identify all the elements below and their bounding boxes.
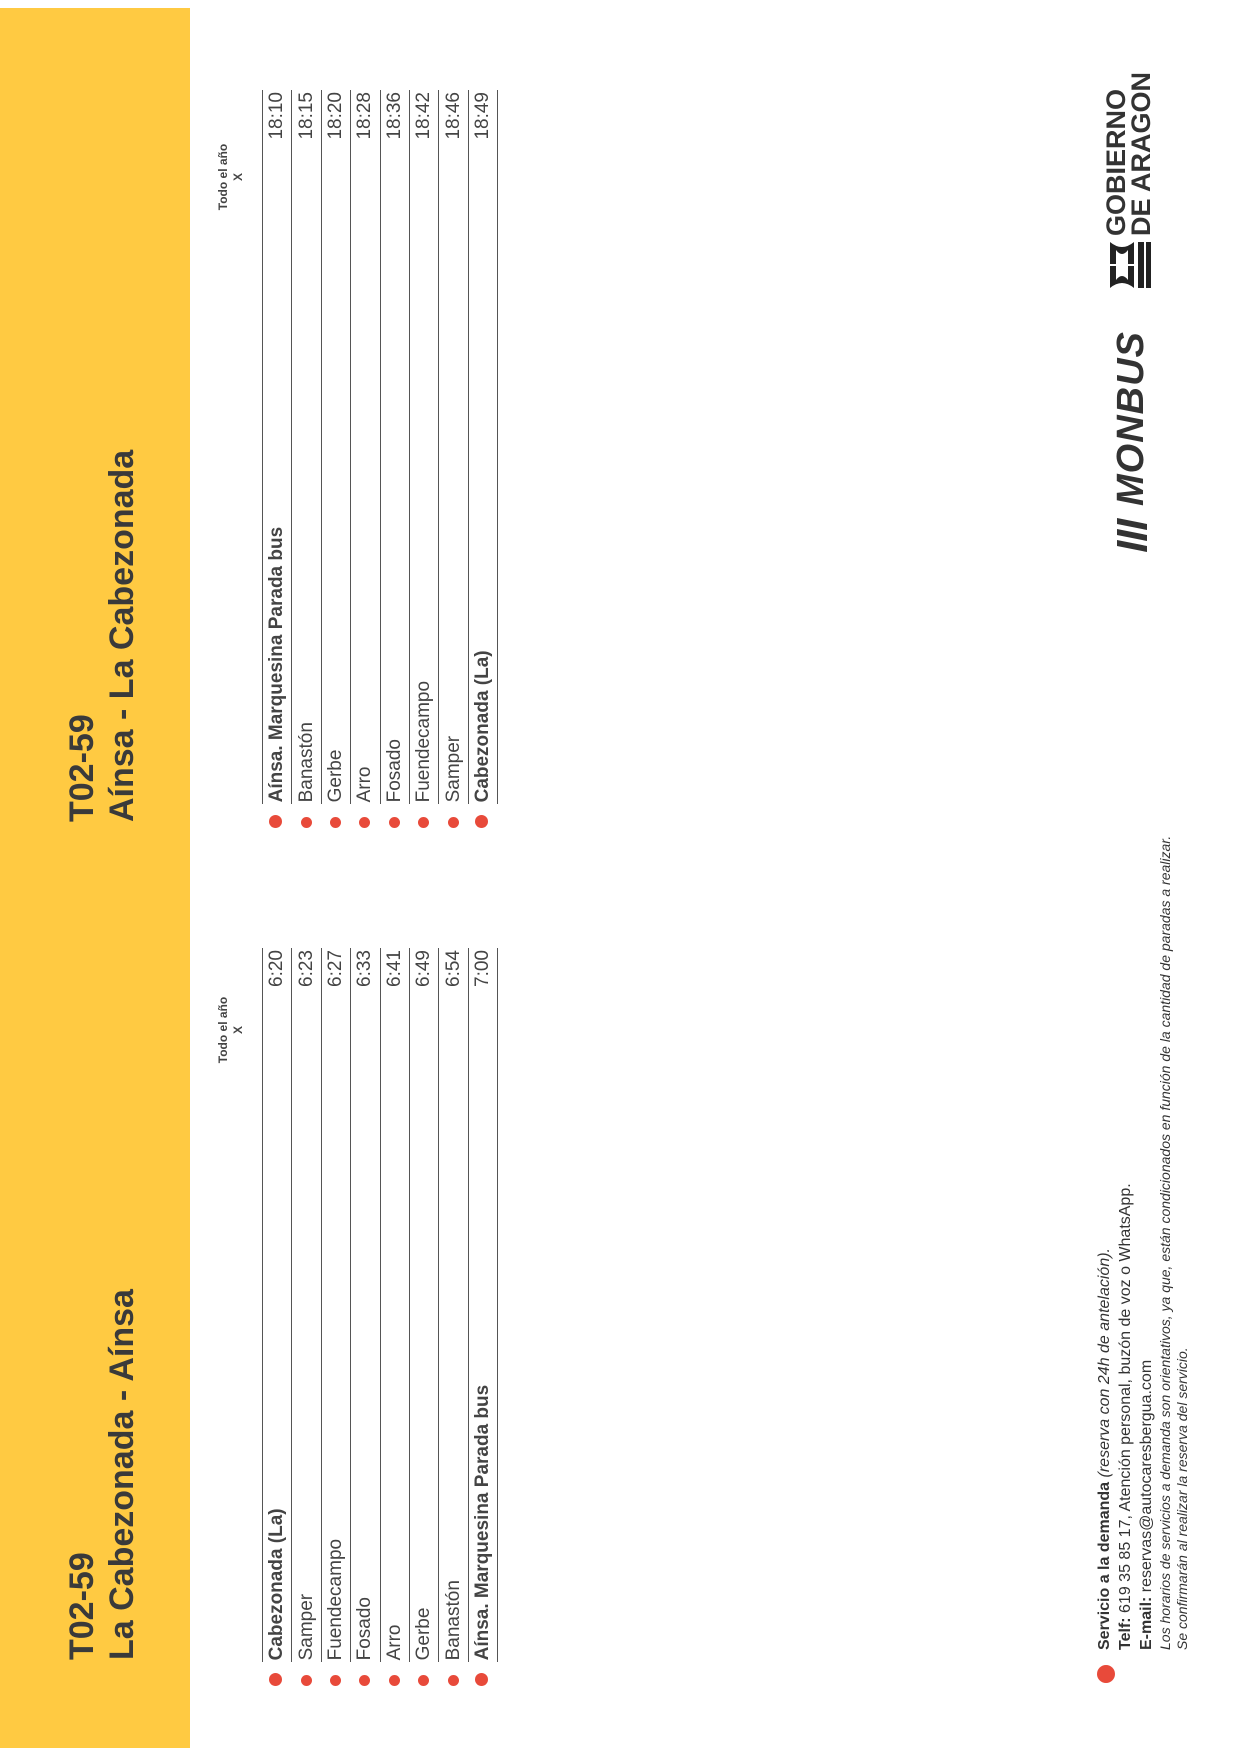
- stop-name: Aínsa. Marquesina Parada bus: [263, 387, 292, 805]
- stop-marker-cell: [321, 1662, 350, 1688]
- row-spacer: [263, 1068, 292, 1244]
- row-spacer: [292, 1068, 321, 1244]
- departure-time: 18:36: [380, 90, 409, 211]
- route-2-timetable: [262, 90, 498, 830]
- row-spacer: [321, 1068, 350, 1244]
- stop-dot-icon: [389, 1675, 400, 1686]
- stop-name: Fuendecampo: [321, 1245, 350, 1663]
- stop-dot-icon: [418, 817, 429, 828]
- stop-dot-icon: [389, 817, 400, 828]
- departure-time: 18:15: [292, 90, 321, 211]
- stop-name: Fosado: [351, 1245, 380, 1663]
- route-2-title: [62, 450, 142, 822]
- route-1-column-header: [216, 975, 246, 1085]
- departure-time: 6:41: [380, 948, 409, 1068]
- route-1-timetable: [262, 948, 498, 1688]
- stop-marker-cell: [409, 804, 438, 830]
- stop-dot-icon: [269, 1673, 282, 1686]
- table-row: [409, 90, 438, 830]
- stop-dot-icon: [330, 817, 341, 828]
- phone-text: 619 35 85 17, Atención personal, buzón de voz o WhatsApp.: [1117, 1183, 1134, 1613]
- stop-marker-cell: [468, 1662, 497, 1688]
- disclaimer-1: Los horarios de servicios a demanda son orientativos, ya que, están condicionados en función de la cantidad de paradas a realizar.: [1157, 835, 1173, 1650]
- row-spacer: [380, 1068, 409, 1244]
- row-spacer: [439, 211, 468, 387]
- table-row: [292, 948, 321, 1688]
- table-row: [263, 948, 292, 1688]
- row-spacer: [380, 211, 409, 387]
- table-row: [380, 90, 409, 830]
- stop-dot-icon: [301, 817, 312, 828]
- email-line: [1136, 836, 1157, 1650]
- departure-time: 6:27: [321, 948, 350, 1068]
- stop-dot-icon: [475, 815, 488, 828]
- phone-line: [1115, 836, 1136, 1650]
- table-row: [321, 948, 350, 1688]
- departure-time: 6:54: [439, 948, 468, 1068]
- email-text: reservas@autocaresbergua.com: [1138, 1359, 1155, 1593]
- stop-dot-icon: [301, 1675, 312, 1686]
- row-spacer: [409, 211, 438, 387]
- route-2-name: Aínsa - La Cabezonada: [103, 449, 141, 822]
- row-spacer: [468, 1068, 497, 1244]
- route-2-column-header: [216, 122, 246, 232]
- stop-name: Gerbe: [321, 387, 350, 805]
- table-row: [263, 90, 292, 830]
- stop-marker-cell: [409, 1662, 438, 1688]
- departure-time: 18:49: [468, 90, 497, 211]
- stop-dot-icon: [475, 1673, 488, 1686]
- table-row: [468, 90, 497, 830]
- stop-name: Arro: [351, 387, 380, 805]
- stop-name: Aínsa. Marquesina Parada bus: [468, 1245, 497, 1663]
- table-row: [439, 90, 468, 830]
- demand-service-dot: [1097, 1665, 1115, 1683]
- gobierno-aragon-logo: [1101, 71, 1156, 290]
- monbus-logo: [1110, 331, 1153, 552]
- row-spacer: [321, 211, 350, 387]
- departure-time: 6:33: [351, 948, 380, 1068]
- departure-time: 18:10: [263, 90, 292, 211]
- departure-time: 18:42: [409, 90, 438, 211]
- stop-name: Fosado: [380, 387, 409, 805]
- stop-marker-cell: [351, 1662, 380, 1688]
- stop-name: Samper: [439, 387, 468, 805]
- departure-time: 6:49: [409, 948, 438, 1068]
- phone-label: Telf:: [1117, 1617, 1134, 1650]
- stop-marker-cell: [351, 804, 380, 830]
- service-label: Servicio a la demanda: [1096, 1481, 1113, 1650]
- departure-time: 18:28: [351, 90, 380, 211]
- route-2-table: [262, 90, 498, 830]
- stop-name: Arro: [380, 1245, 409, 1663]
- monbus-wordmark: MONBUS: [1110, 331, 1152, 506]
- route-1-code: T02-59: [63, 1552, 101, 1660]
- stop-marker-cell: [292, 804, 321, 830]
- departure-time: 6:20: [263, 948, 292, 1068]
- departure-time: 18:46: [439, 90, 468, 211]
- table-row: [409, 948, 438, 1688]
- row-spacer: [292, 211, 321, 387]
- stop-marker-cell: [380, 804, 409, 830]
- stop-dot-icon: [359, 817, 370, 828]
- route-2-code: T02-59: [63, 714, 101, 822]
- stop-name: Gerbe: [409, 1245, 438, 1663]
- row-spacer: [409, 1068, 438, 1244]
- stop-name: Cabezonada (La): [468, 387, 497, 805]
- stop-marker-cell: [263, 804, 292, 830]
- service-note: (reserva con 24h de antelación).: [1096, 1248, 1113, 1478]
- stop-name: Fuendecampo: [409, 387, 438, 805]
- departure-time: 6:23: [292, 948, 321, 1068]
- stop-dot-icon: [359, 1675, 370, 1686]
- column-header-period: Todo el año: [216, 996, 230, 1064]
- stop-dot-icon: [448, 1675, 459, 1686]
- service-info-block: [1094, 836, 1191, 1650]
- stop-dot-icon: [448, 817, 459, 828]
- stop-name: Banastón: [292, 387, 321, 805]
- table-row: [380, 948, 409, 1688]
- row-spacer: [351, 211, 380, 387]
- disclaimer-2: Se confirmarán al realizar la reserva del servicio.: [1174, 1347, 1190, 1650]
- service-line: [1094, 836, 1115, 1650]
- monbus-stripes-icon: [1115, 512, 1149, 552]
- aragon-emblem-icon: [1106, 240, 1152, 290]
- stop-dot-icon: [330, 1675, 341, 1686]
- stop-name: Samper: [292, 1245, 321, 1663]
- stop-marker-cell: [321, 804, 350, 830]
- departure-time: 7:00: [468, 948, 497, 1068]
- stop-marker-cell: [468, 804, 497, 830]
- column-header-days: X: [231, 173, 245, 182]
- row-spacer: [263, 211, 292, 387]
- column-header-days: X: [231, 1026, 245, 1035]
- gobierno-line-1: GOBIERNO: [1101, 88, 1131, 236]
- table-row: [292, 90, 321, 830]
- stop-marker-cell: [292, 1662, 321, 1688]
- stop-dot-icon: [418, 1675, 429, 1686]
- table-row: [468, 948, 497, 1688]
- gobierno-line-2: DE ARAGON: [1126, 71, 1156, 236]
- table-row: [439, 948, 468, 1688]
- row-spacer: [468, 211, 497, 387]
- stop-marker-cell: [439, 804, 468, 830]
- stop-name: Cabezonada (La): [263, 1245, 292, 1663]
- row-spacer: [439, 1068, 468, 1244]
- stop-name: Banastón: [439, 1245, 468, 1663]
- stop-dot-icon: [269, 815, 282, 828]
- stop-marker-cell: [263, 1662, 292, 1688]
- table-row: [351, 90, 380, 830]
- route-1-name: La Cabezonada - Aínsa: [103, 1289, 141, 1660]
- stop-marker-cell: [439, 1662, 468, 1688]
- row-spacer: [351, 1068, 380, 1244]
- table-row: [351, 948, 380, 1688]
- route-1-table: [262, 948, 498, 1688]
- email-label: E-mail:: [1138, 1596, 1155, 1650]
- column-header-period: Todo el año: [216, 143, 230, 211]
- route-1-title: [62, 1289, 142, 1660]
- table-row: [321, 90, 350, 830]
- stop-marker-cell: [380, 1662, 409, 1688]
- departure-time: 18:20: [321, 90, 350, 211]
